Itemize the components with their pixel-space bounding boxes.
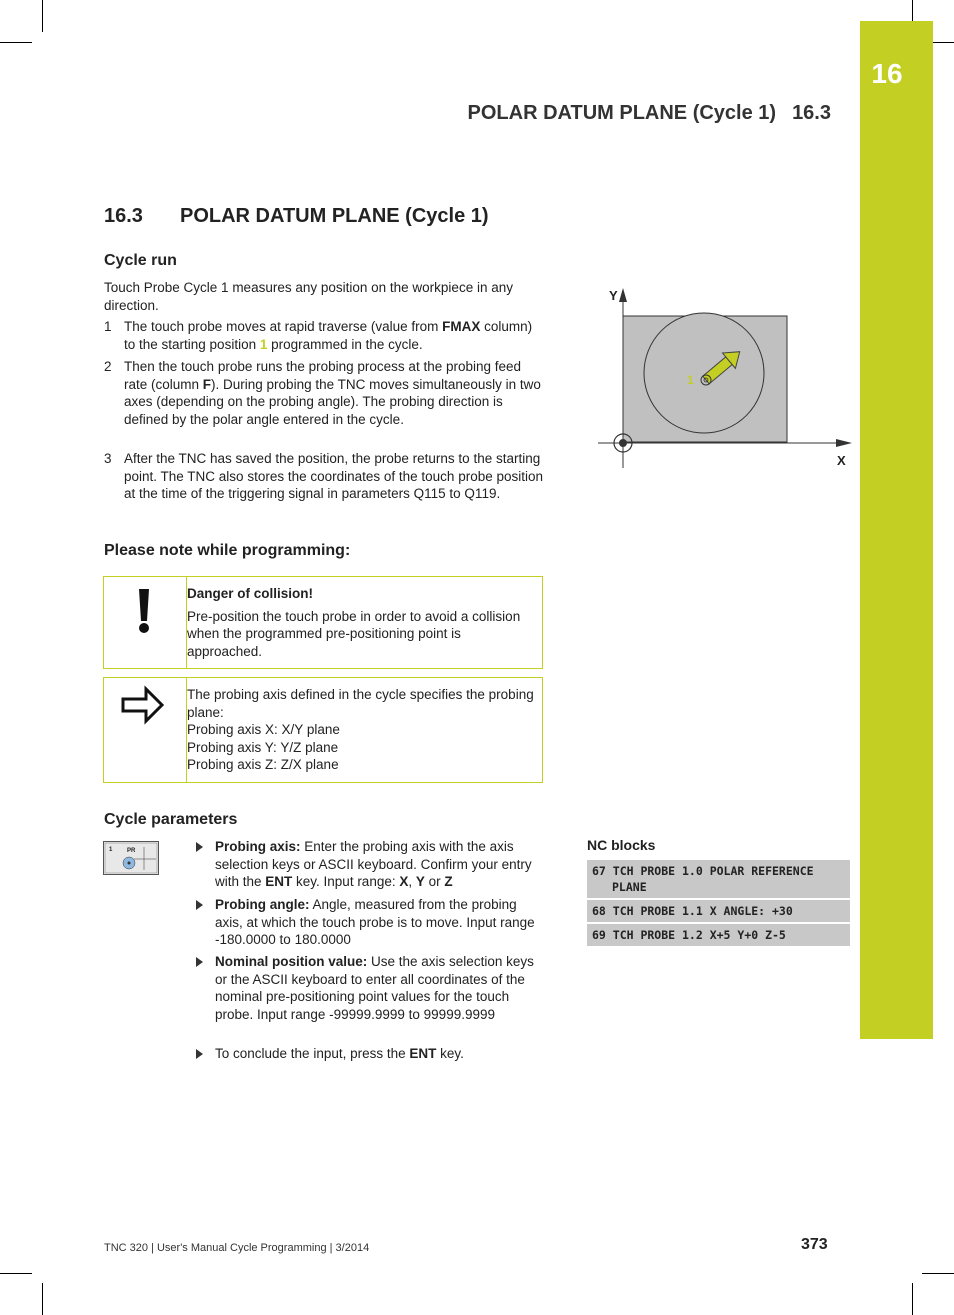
warning-icon <box>104 577 187 668</box>
crop-mark <box>0 1273 32 1274</box>
nc-block-row <box>587 924 850 946</box>
key-name: Z <box>444 874 453 889</box>
softkey-number: 1 <box>109 847 113 853</box>
param-name: Probing angle: <box>215 897 310 912</box>
section-heading <box>104 205 489 228</box>
running-head <box>468 102 831 125</box>
param-text: Use the axis selection keys or the ASCII keyboard to enter all coordinates of the nominal pre-positioning point values for the touch probe. Input range -99999.9999 to 99999.9999 <box>215 954 534 1022</box>
footer-text: TNC 320 | User's Manual Cycle Programming | 3/2014 <box>104 1242 370 1254</box>
step-text: programmed in the cycle. <box>267 336 423 352</box>
bore-circle <box>644 313 764 433</box>
bullet-triangle-icon <box>196 900 203 910</box>
param-text: To conclude the input, press the <box>215 1046 410 1061</box>
nc-block-row <box>587 860 850 898</box>
step-number: 1 <box>104 319 112 334</box>
crop-mark <box>42 0 43 32</box>
bullet-triangle-icon <box>196 1049 203 1059</box>
y-axis-arrow <box>619 288 627 302</box>
param-text: or <box>424 874 445 889</box>
polar-datum-diagram <box>590 282 855 472</box>
notes-heading: Please note while programming: <box>104 542 351 559</box>
running-head-title: POLAR DATUM PLANE (Cycle 1) <box>467 102 777 124</box>
cycle-parameters-heading: Cycle parameters <box>104 811 238 828</box>
step-number: 3 <box>104 451 112 466</box>
step-text: Then the touch probe runs the probing process at the probing feed rate (column <box>124 359 522 392</box>
bullet-triangle-icon <box>196 842 203 852</box>
info-line: The probing axis defined in the cycle specifies the probing plane: <box>187 687 534 720</box>
bullet-triangle-icon <box>196 957 203 967</box>
nc-block-text: 67 TCH PROBE 1.0 POLAR REFERENCE <box>592 864 814 878</box>
x-axis-label: X <box>837 453 846 468</box>
chapter-number: 16 <box>871 58 903 89</box>
nc-block-text: 68 TCH PROBE 1.1 X ANGLE: +30 <box>592 904 793 918</box>
info-line: Probing axis Y: Y/Z plane <box>187 739 339 755</box>
param-text: Enter the probing axis with the axis selection keys or ASCII keyboard. Confirm your entry with the <box>215 839 532 889</box>
danger-text: Pre-position the touch probe in order to avoid a collision when the programmed pre-positioning point is approached. <box>187 608 521 659</box>
param-name: Nominal position value: <box>215 954 368 969</box>
info-box <box>103 677 543 783</box>
param-probing-angle <box>196 896 546 949</box>
param-text: Angle, measured from the probing axis, at which the touch probe is to move. Input range -180.0000 to 180.0000 <box>215 897 535 947</box>
param-text: key. Input range: <box>292 874 400 889</box>
crop-mark <box>912 0 913 22</box>
key-name: Y <box>415 874 425 889</box>
step-keyword: F <box>202 376 212 392</box>
page-number: 373 <box>801 1236 828 1253</box>
step-text: The touch probe moves at rapid traverse (value from <box>124 319 443 334</box>
crop-mark <box>42 1283 43 1315</box>
x-axis-arrow <box>836 439 852 447</box>
info-line: Probing axis X: X/Y plane <box>187 722 340 737</box>
nc-block-text: 69 TCH PROBE 1.2 X+5 Y+0 Z-5 <box>592 928 786 942</box>
step-1 <box>104 318 544 353</box>
param-conclude <box>196 1045 546 1063</box>
param-text: , <box>408 874 416 889</box>
crop-mark <box>912 1283 913 1315</box>
step-text: ). During probing the TNC moves simultaneously in two axes (depending on the probing angle). The probing direction is defined by the polar angle entered in the cycle. <box>124 376 541 427</box>
nc-block-continuation: PLANE <box>612 880 647 894</box>
info-text-block <box>187 686 537 774</box>
cycle-run-intro: Touch Probe Cycle 1 measures any position on the workpiece in any direction. <box>104 280 513 313</box>
running-head-section: 16.3 <box>792 102 831 124</box>
section-number: 16.3 <box>104 205 143 227</box>
nc-block-row <box>587 900 850 922</box>
cycle-softkey-icon <box>103 841 159 875</box>
nc-blocks-title: NC blocks <box>587 837 656 853</box>
step-number: 2 <box>104 359 112 374</box>
softkey-label: PR <box>127 848 136 854</box>
param-nominal-position <box>196 953 546 1023</box>
crop-mark <box>0 42 32 43</box>
danger-title: Danger of collision! <box>187 586 314 601</box>
step-keyword: FMAX <box>442 319 481 334</box>
crop-mark <box>922 1273 954 1274</box>
key-name: ENT <box>409 1046 437 1061</box>
key-name: X <box>399 874 409 889</box>
arrow-right-icon <box>104 678 187 782</box>
chapter-tab <box>860 21 933 1039</box>
param-probing-axis <box>196 838 546 891</box>
position-label: 1 <box>687 373 694 387</box>
info-line: Probing axis Z: Z/X plane <box>187 757 339 772</box>
cycle-run-heading: Cycle run <box>104 252 177 269</box>
step-2 <box>104 358 544 428</box>
datum-center <box>619 439 627 447</box>
key-name: ENT <box>265 874 293 889</box>
danger-text-block <box>187 585 537 660</box>
section-title: POLAR DATUM PLANE (Cycle 1) <box>180 205 489 227</box>
param-name: Probing axis: <box>215 839 301 854</box>
step-text: After the TNC has saved the position, the probe returns to the starting point. The TNC also stores the coordinates of the touch probe position at the time of the triggering signal in parameters Q115 to Q119. <box>124 451 544 501</box>
step-text: column) to the starting position <box>124 319 533 352</box>
step-3 <box>104 450 544 503</box>
position-marker: 1 <box>259 336 268 352</box>
param-text: key. <box>436 1046 464 1061</box>
y-axis-label: Y <box>609 288 618 303</box>
danger-box <box>103 576 543 669</box>
